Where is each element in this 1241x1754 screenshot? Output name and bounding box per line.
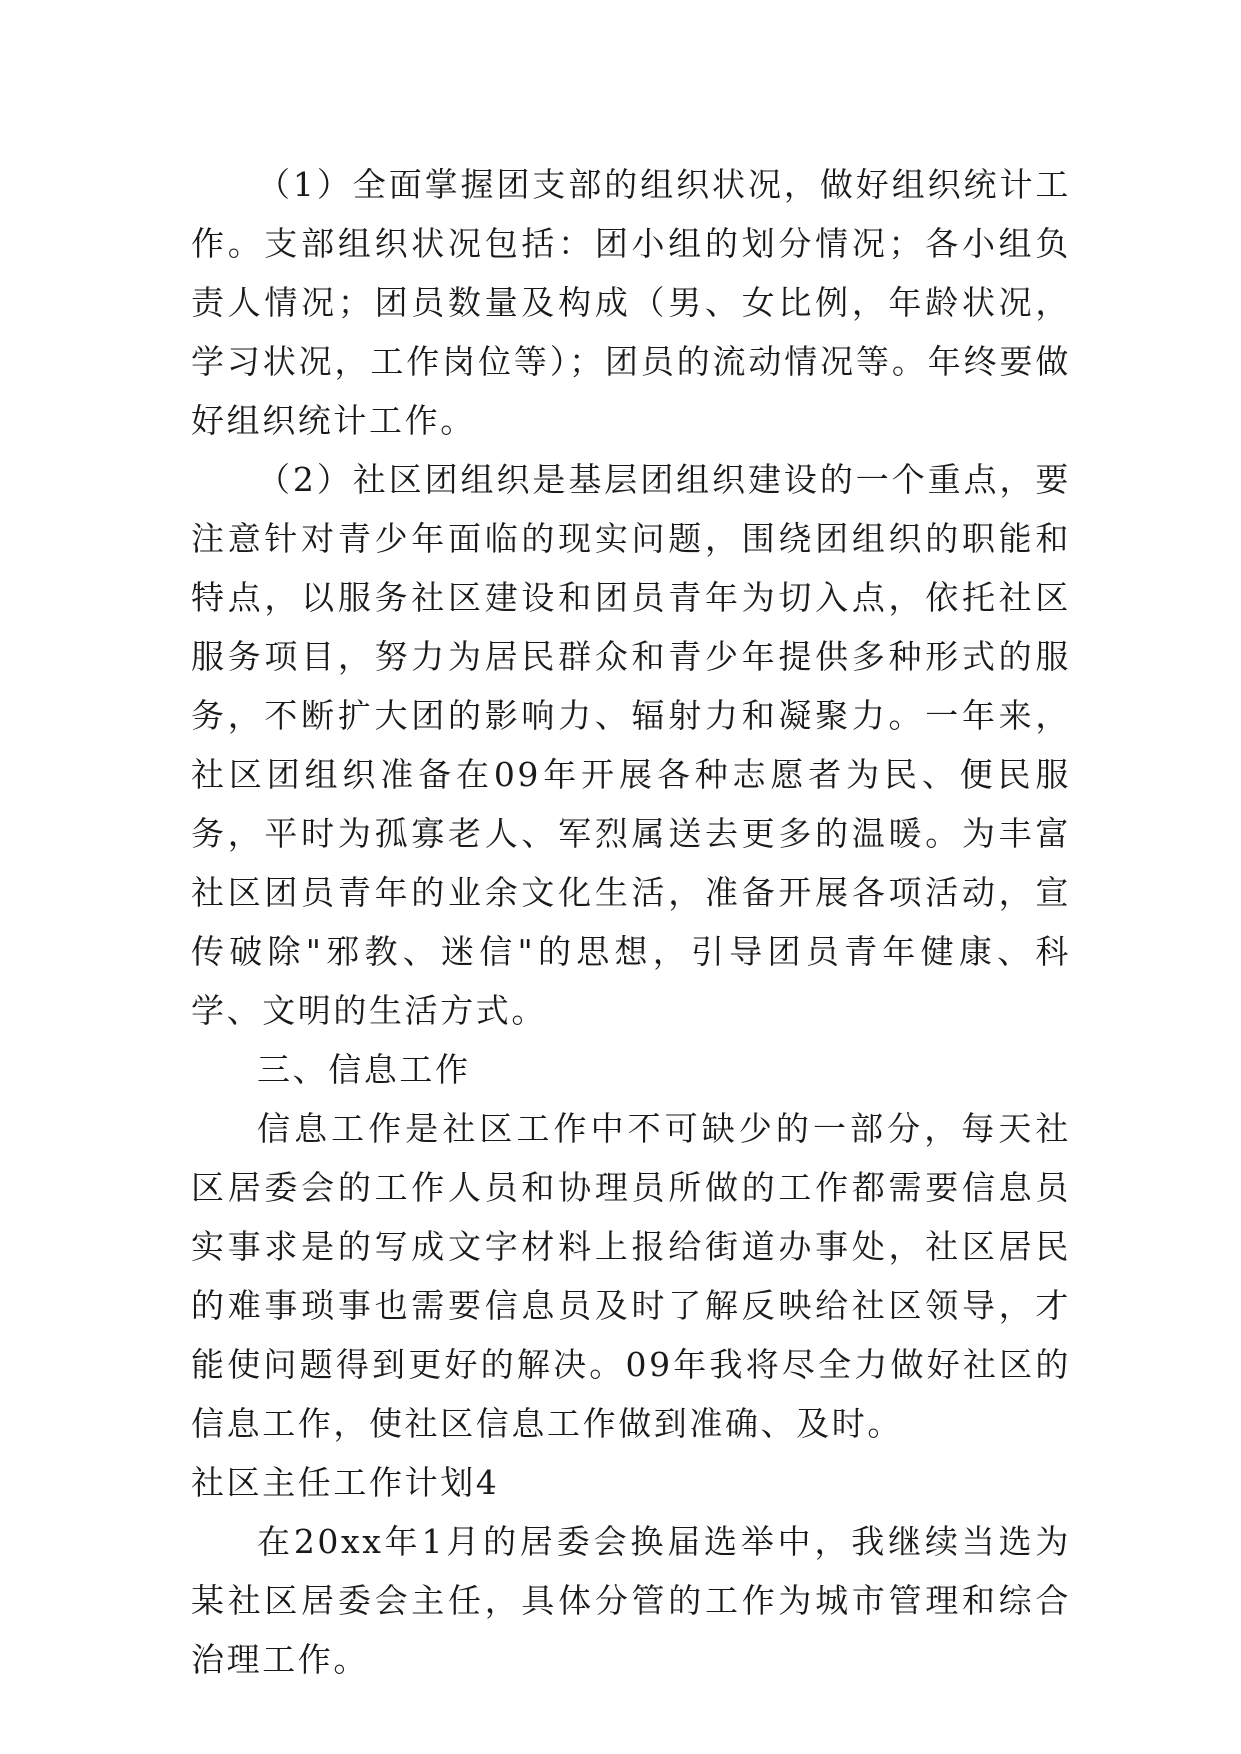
paragraph-organization-status: （1）全面掌握团支部的组织状况，做好组织统计工作。支部组织状况包括：团小组的划分情况；各小组负责人情况；团员数量及构成（男、女比例，年龄状况，学习状况，工作岗位等）；团员的流动情况等。年终要做好组织统计工作。 <box>191 165 1071 440</box>
document-title-plan-4: 社区主任工作计划4 <box>191 1463 500 1502</box>
paragraph-election: 在20xx年1月的居委会换届选举中，我继续当选为某社区居委会主任，具体分管的工作为城市管理和综合治理工作。 <box>191 1522 1071 1679</box>
section-heading-information-work: 三、信息工作 <box>257 1050 471 1089</box>
document-body <box>191 155 1071 1689</box>
paragraph-community-league: （2）社区团组织是基层团组织建设的一个重点，要注意针对青少年面临的现实问题，围绕团组织的职能和特点，以服务社区建设和团员青年为切入点，依托社区服务项目，努力为居民群众和青少年提供多种形式的服务，不断扩大团的影响力、辐射力和凝聚力。一年来，社区团组织准备在09年开展各种志愿者为民、便民服务，平时为孤寡老人、军烈属送去更多的温暖。为丰富社区团员青年的业余文化生活，准备开展各项活动，宣传破除"邪教、迷信"的思想，引导团员青年健康、科学、文明的生活方式。 <box>191 460 1071 1030</box>
paragraph-information-work: 信息工作是社区工作中不可缺少的一部分，每天社区居委会的工作人员和协理员所做的工作都需要信息员实事求是的写成文字材料上报给街道办事处，社区居民的难事琐事也需要信息员及时了解反映给社区领导，才能使问题得到更好的解决。09年我将尽全力做好社区的信息工作，使社区信息工作做到准确、及时。 <box>191 1109 1071 1443</box>
